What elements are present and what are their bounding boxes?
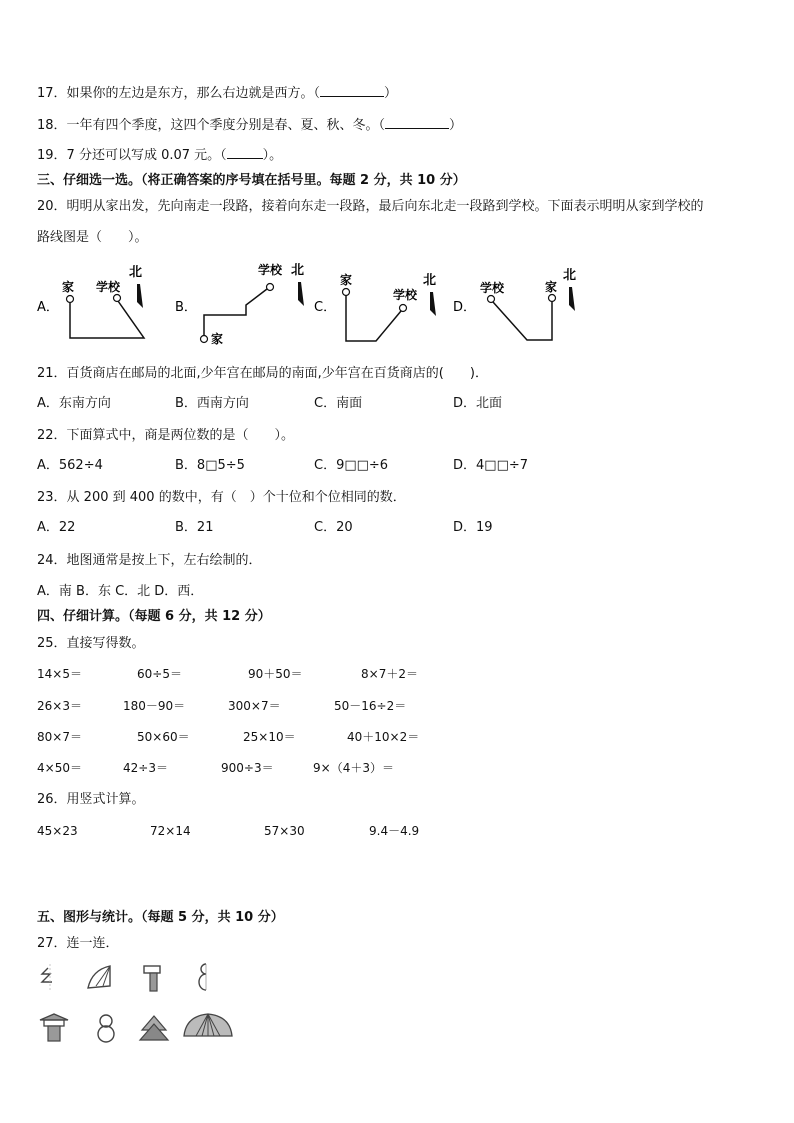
vertical-calc-item: 57×30 xyxy=(264,824,305,838)
answer-blank[interactable] xyxy=(320,84,384,97)
school-label: 学校 xyxy=(96,280,121,294)
option-label: C． xyxy=(314,300,337,315)
north-arrow-icon xyxy=(298,282,304,306)
route-option-c[interactable] xyxy=(314,272,436,341)
home-label: 家 xyxy=(340,273,353,287)
section-4-heading: 四、仔细计算。（每题 6 分，共 12 分） xyxy=(37,609,271,624)
home-label: 家 xyxy=(62,280,75,294)
north-arrow-icon xyxy=(137,284,143,308)
calc-item: 4×50＝ xyxy=(37,761,82,775)
north-arrow-icon xyxy=(569,287,575,311)
school-label: 学校 xyxy=(393,288,418,302)
north-arrow-icon xyxy=(430,292,436,316)
matching-figures xyxy=(0,958,794,1048)
option-label: D． xyxy=(453,300,477,315)
calc-item: 50×60＝ xyxy=(137,730,190,744)
calc-item: 42÷3＝ xyxy=(123,761,168,775)
question-22-stem: 22．下面算式中，商是两位数的是（ ）。 xyxy=(37,428,295,443)
question-20-stem-cont: 路线图是（ ）。 xyxy=(37,230,148,245)
option-a[interactable]: A．东南方向 xyxy=(37,396,111,411)
vertical-calc-item: 45×23 xyxy=(37,824,78,838)
option-b[interactable]: B．21 xyxy=(175,520,214,535)
calc-item: 14×5＝ xyxy=(37,667,82,681)
question-23-stem: 23．从 200 到 400 的数中，有（ ）个十位和个位相同的数． xyxy=(37,490,406,505)
question-18: 18．一年有四个季度，这四个季度分别是春、夏、秋、冬。（ ） xyxy=(37,118,463,133)
tree-icon[interactable] xyxy=(140,1016,168,1040)
home-label: 家 xyxy=(545,280,558,294)
home-label: 家 xyxy=(211,332,224,346)
half-umbrella-icon[interactable] xyxy=(88,966,110,988)
calc-item: 80×7＝ xyxy=(37,730,82,744)
calc-item: 300×7＝ xyxy=(228,699,281,713)
route-option-a[interactable] xyxy=(37,265,144,338)
route-diagrams xyxy=(0,258,794,358)
calc-item: 900÷3＝ xyxy=(221,761,274,775)
route-option-d[interactable] xyxy=(453,268,576,340)
option-label: B． xyxy=(175,300,197,315)
north-label: 北 xyxy=(291,263,305,278)
option-c[interactable]: C．南面 xyxy=(314,396,363,411)
question-25-stem: 25．直接写得数。 xyxy=(37,636,145,651)
calc-item: 90＋50＝ xyxy=(248,667,303,681)
route-option-b[interactable] xyxy=(175,262,304,346)
calc-item: 180－90＝ xyxy=(123,699,186,713)
question-27-stem: 27．连一连． xyxy=(37,936,119,951)
school-label: 学校 xyxy=(258,263,283,277)
school-label: 学校 xyxy=(480,281,505,295)
snowman-icon[interactable] xyxy=(98,1015,114,1042)
question-26-stem: 26．用竖式计算。 xyxy=(37,792,145,807)
vertical-calc-item: 9.4－4.9 xyxy=(369,824,420,838)
answer-blank[interactable] xyxy=(227,146,263,159)
option-d[interactable]: D．北面 xyxy=(453,396,503,411)
option-c[interactable]: C．20 xyxy=(314,520,353,535)
north-label: 北 xyxy=(423,273,437,288)
house-icon[interactable] xyxy=(40,1014,68,1041)
vertical-calc-item: 72×14 xyxy=(150,824,191,838)
calc-item: 50－16÷2＝ xyxy=(334,699,407,713)
option-b[interactable]: B．8□5÷5 xyxy=(175,458,245,473)
north-label: 北 xyxy=(129,265,143,280)
half-zigzag-icon[interactable] xyxy=(42,964,52,990)
option-c[interactable]: C．9□□÷6 xyxy=(314,458,389,473)
calc-item: 8×7＋2＝ xyxy=(361,667,418,681)
option-a[interactable]: A．562÷4 xyxy=(37,458,103,473)
umbrella-icon[interactable] xyxy=(184,1014,232,1036)
calc-item: 26×3＝ xyxy=(37,699,82,713)
calc-item: 60÷5＝ xyxy=(137,667,182,681)
section-3-heading: 三、仔细选一选。（将正确答案的序号填在括号里。每题 2 分，共 10 分） xyxy=(37,173,466,188)
option-label: A． xyxy=(37,300,59,315)
question-17: 17．如果你的左边是东方，那么右边就是西方。（ ） xyxy=(37,86,398,101)
question-21-stem: 21．百货商店在邮局的北面,少年宫在邮局的南面,少年宫在百货商店的( )． xyxy=(37,366,488,381)
section-5-heading: 五、图形与统计。（每题 5 分，共 10 分） xyxy=(37,910,284,925)
question-19: 19．7 分还可以写成 0.07 元。（ ）。 xyxy=(37,148,283,163)
calc-item: 9×（4＋3）＝ xyxy=(313,761,394,775)
calc-item: 40＋10×2＝ xyxy=(347,730,420,744)
north-label: 北 xyxy=(563,268,577,283)
half-snowman-icon[interactable] xyxy=(199,964,206,990)
option-d[interactable]: D．19 xyxy=(453,520,493,535)
half-house-icon[interactable] xyxy=(144,966,160,991)
option-d[interactable]: D．4□□÷7 xyxy=(453,458,529,473)
option-b[interactable]: B．西南方向 xyxy=(175,396,249,411)
calc-item: 25×10＝ xyxy=(243,730,296,744)
option-a[interactable]: A．22 xyxy=(37,520,76,535)
question-20-stem: 20．明明从家出发，先向南走一段路，接着向东走一段路，最后向东北走一段路到学校。下面表示明明从家到学校的 xyxy=(37,199,704,214)
question-24-stem: 24．地图通常是按上下，左右绘制的． xyxy=(37,553,262,568)
question-24-options[interactable]: A．南 B．东 C．北 D．西． xyxy=(37,584,204,599)
answer-blank[interactable] xyxy=(385,116,449,129)
